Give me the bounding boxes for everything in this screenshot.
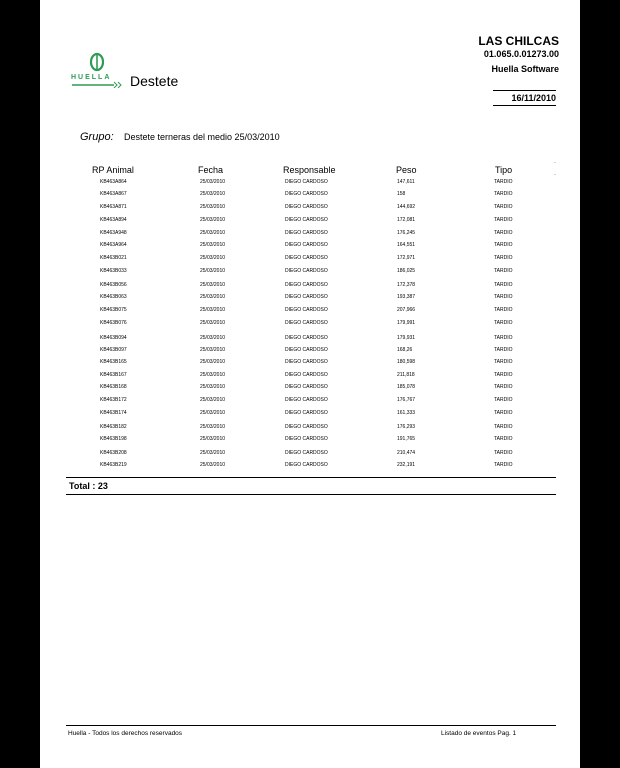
cell-responsable: DIEGO CARDOSO [285, 359, 328, 365]
cell-fecha: 25/03/2010 [200, 436, 226, 442]
cell-fecha: 25/03/2010 [200, 230, 226, 236]
cell-tipo: TARDIO [494, 191, 513, 197]
cell-fecha: 25/03/2010 [200, 255, 226, 261]
cell-rp-animal: KB463B219 [100, 462, 127, 468]
footer-divider [66, 725, 556, 726]
cell-tipo: TARDIO [494, 255, 513, 261]
cell-tipo: TARDIO [494, 204, 513, 210]
cell-responsable: DIEGO CARDOSO [285, 397, 328, 403]
table-row [40, 217, 580, 230]
cell-peso: 191,765 [397, 436, 416, 442]
logo-text: HUELLA [71, 74, 112, 81]
cell-rp-animal: KB463B174 [100, 410, 127, 416]
cell-rp-animal: KB463B168 [100, 384, 127, 390]
cell-rp-animal: KB463A871 [100, 204, 127, 210]
cell-peso: 172,971 [397, 255, 416, 261]
cell-tipo: TARDIO [494, 282, 513, 288]
cell-rp-animal: KB463A867 [100, 191, 127, 197]
cell-tipo: TARDIO [494, 242, 513, 248]
cell-peso: 161,333 [397, 410, 416, 416]
cell-tipo: TARDIO [494, 179, 513, 185]
cell-peso: 179,931 [397, 335, 416, 341]
cell-rp-animal: KB463B033 [100, 268, 127, 274]
cell-fecha: 25/03/2010 [200, 294, 226, 300]
cell-rp-animal: KB463B094 [100, 335, 127, 341]
cell-peso: 211,818 [397, 372, 415, 378]
cell-tipo: TARDIO [494, 424, 513, 430]
cell-tipo: TARDIO [494, 372, 513, 378]
cell-peso: 180,598 [397, 359, 416, 365]
table-row [40, 410, 580, 423]
cell-fecha: 25/03/2010 [200, 217, 226, 223]
cell-tipo: TARDIO [494, 335, 513, 341]
date-bottom-divider [493, 105, 556, 106]
cell-fecha: 25/03/2010 [200, 462, 226, 468]
total-bottom-divider [66, 494, 556, 495]
cell-tipo: TARDIO [494, 450, 513, 456]
cell-tipo: TARDIO [494, 359, 513, 365]
cell-fecha: 25/03/2010 [200, 384, 226, 390]
cell-peso: 232,191 [397, 462, 416, 468]
cell-responsable: DIEGO CARDOSO [285, 242, 328, 248]
table-row [40, 359, 580, 372]
cell-responsable: DIEGO CARDOSO [285, 217, 328, 223]
cell-peso: 186,025 [397, 268, 416, 274]
cell-rp-animal: KB463B182 [100, 424, 127, 430]
cell-rp-animal: KB463B021 [100, 255, 127, 261]
cell-tipo: TARDIO [494, 397, 513, 403]
margin-tick: · [554, 172, 556, 178]
cell-fecha: 25/03/2010 [200, 372, 226, 378]
cell-tipo: TARDIO [494, 217, 513, 223]
cell-peso: 172,081 [397, 217, 416, 223]
date-top-divider [493, 90, 556, 91]
cell-responsable: DIEGO CARDOSO [285, 179, 328, 185]
page-title: Destete [130, 73, 179, 89]
cell-responsable: DIEGO CARDOSO [285, 384, 328, 390]
column-header-fecha: Fecha [198, 165, 224, 175]
table-row [40, 307, 580, 320]
cell-fecha: 25/03/2010 [200, 450, 226, 456]
cell-peso: 158 [397, 191, 406, 197]
column-header-responsable: Responsable [283, 165, 336, 175]
report-date: 16/11/2010 [511, 93, 556, 103]
cell-fecha: 25/03/2010 [200, 320, 226, 326]
cell-rp-animal: KB463A894 [100, 217, 127, 223]
cell-peso: 144,692 [397, 204, 416, 210]
cell-peso: 179,991 [397, 320, 416, 326]
cell-peso: 168,26 [397, 347, 413, 353]
huella-logo [68, 52, 126, 88]
cell-rp-animal: KB463A864 [100, 179, 127, 185]
cell-tipo: TARDIO [494, 268, 513, 274]
cell-peso: 176,767 [397, 397, 416, 403]
cell-responsable: DIEGO CARDOSO [285, 307, 328, 313]
company-name: LAS CHILCAS [478, 34, 559, 48]
cell-responsable: DIEGO CARDOSO [285, 268, 328, 274]
cell-fecha: 25/03/2010 [200, 191, 226, 197]
table-row [40, 320, 580, 333]
table-row [40, 268, 580, 281]
table-row [40, 204, 580, 217]
cell-rp-animal: KB463B167 [100, 372, 127, 378]
cell-peso: 185,078 [397, 384, 416, 390]
total-top-divider [66, 477, 556, 478]
table-row [40, 397, 580, 410]
group-value: Destete terneras del medio 25/03/2010 [124, 132, 280, 142]
company-code: 01.065.0.01273.00 [483, 49, 559, 59]
cell-responsable: DIEGO CARDOSO [285, 335, 328, 341]
cell-tipo: TARDIO [494, 294, 513, 300]
cell-peso: 176,293 [397, 424, 416, 430]
cell-responsable: DIEGO CARDOSO [285, 282, 328, 288]
cell-peso: 172,378 [397, 282, 416, 288]
cell-tipo: TARDIO [494, 410, 513, 416]
cell-responsable: DIEGO CARDOSO [285, 450, 328, 456]
footer-page-number: Listado de eventos Pag. 1 [441, 730, 517, 737]
cell-rp-animal: KB463A964 [100, 242, 127, 248]
group-label: Grupo: [80, 131, 114, 143]
cell-rp-animal: KB463B076 [100, 320, 127, 326]
table-row [40, 242, 580, 255]
cell-rp-animal: KB463B198 [100, 436, 127, 442]
cell-responsable: DIEGO CARDOSO [285, 230, 328, 236]
software-name: Huella Software [491, 64, 559, 74]
cell-fecha: 25/03/2010 [200, 179, 226, 185]
cell-tipo: TARDIO [494, 462, 513, 468]
cell-rp-animal: KB463B097 [100, 347, 127, 353]
cell-fecha: 25/03/2010 [200, 268, 226, 274]
cell-fecha: 25/03/2010 [200, 424, 226, 430]
cell-peso: 147,611 [397, 179, 415, 185]
cell-fecha: 25/03/2010 [200, 204, 226, 210]
table-row [40, 255, 580, 268]
margin-tick: · [554, 160, 556, 166]
cell-rp-animal: KB463B208 [100, 450, 127, 456]
table-row [40, 294, 580, 307]
cell-responsable: DIEGO CARDOSO [285, 347, 328, 353]
cell-responsable: DIEGO CARDOSO [285, 436, 328, 442]
total-count: Total : 23 [69, 481, 108, 491]
column-header-peso: Peso [396, 165, 417, 175]
column-header-rp-animal: RP Animal [92, 165, 134, 175]
cell-peso: 176,245 [397, 230, 416, 236]
cell-responsable: DIEGO CARDOSO [285, 294, 328, 300]
cell-responsable: DIEGO CARDOSO [285, 372, 328, 378]
cell-fecha: 25/03/2010 [200, 347, 226, 353]
table-row [40, 191, 580, 204]
cell-responsable: DIEGO CARDOSO [285, 255, 328, 261]
cell-responsable: DIEGO CARDOSO [285, 424, 328, 430]
cell-peso: 193,387 [397, 294, 416, 300]
cell-responsable: DIEGO CARDOSO [285, 204, 328, 210]
cell-peso: 164,551 [397, 242, 416, 248]
cell-tipo: TARDIO [494, 230, 513, 236]
cell-tipo: TARDIO [494, 436, 513, 442]
cell-peso: 210,474 [397, 450, 416, 456]
cell-responsable: DIEGO CARDOSO [285, 320, 328, 326]
column-header-tipo: Tipo [495, 165, 513, 175]
cell-tipo: TARDIO [494, 307, 513, 313]
cell-fecha: 25/03/2010 [200, 410, 226, 416]
cell-fecha: 25/03/2010 [200, 307, 226, 313]
cell-tipo: TARDIO [494, 347, 513, 353]
cell-responsable: DIEGO CARDOSO [285, 462, 328, 468]
cell-rp-animal: KB463B172 [100, 397, 127, 403]
cell-tipo: TARDIO [494, 384, 513, 390]
table-row [40, 462, 580, 475]
cell-responsable: DIEGO CARDOSO [285, 191, 328, 197]
cell-tipo: TARDIO [494, 320, 513, 326]
cell-rp-animal: KB463A948 [100, 230, 127, 236]
footer-copyright: Huella - Todos los derechos reservados [68, 730, 183, 737]
cell-rp-animal: KB463B165 [100, 359, 127, 365]
cell-peso: 207,966 [397, 307, 416, 313]
cell-fecha: 25/03/2010 [200, 397, 226, 403]
table-row [40, 436, 580, 449]
cell-rp-animal: KB463B063 [100, 294, 127, 300]
cell-fecha: 25/03/2010 [200, 359, 226, 365]
cell-fecha: 25/03/2010 [200, 242, 226, 248]
cell-responsable: DIEGO CARDOSO [285, 410, 328, 416]
cell-fecha: 25/03/2010 [200, 282, 226, 288]
report-page [40, 0, 580, 768]
cell-rp-animal: KB463B075 [100, 307, 127, 313]
table-row [40, 384, 580, 397]
cell-rp-animal: KB463B056 [100, 282, 127, 288]
cell-fecha: 25/03/2010 [200, 335, 226, 341]
